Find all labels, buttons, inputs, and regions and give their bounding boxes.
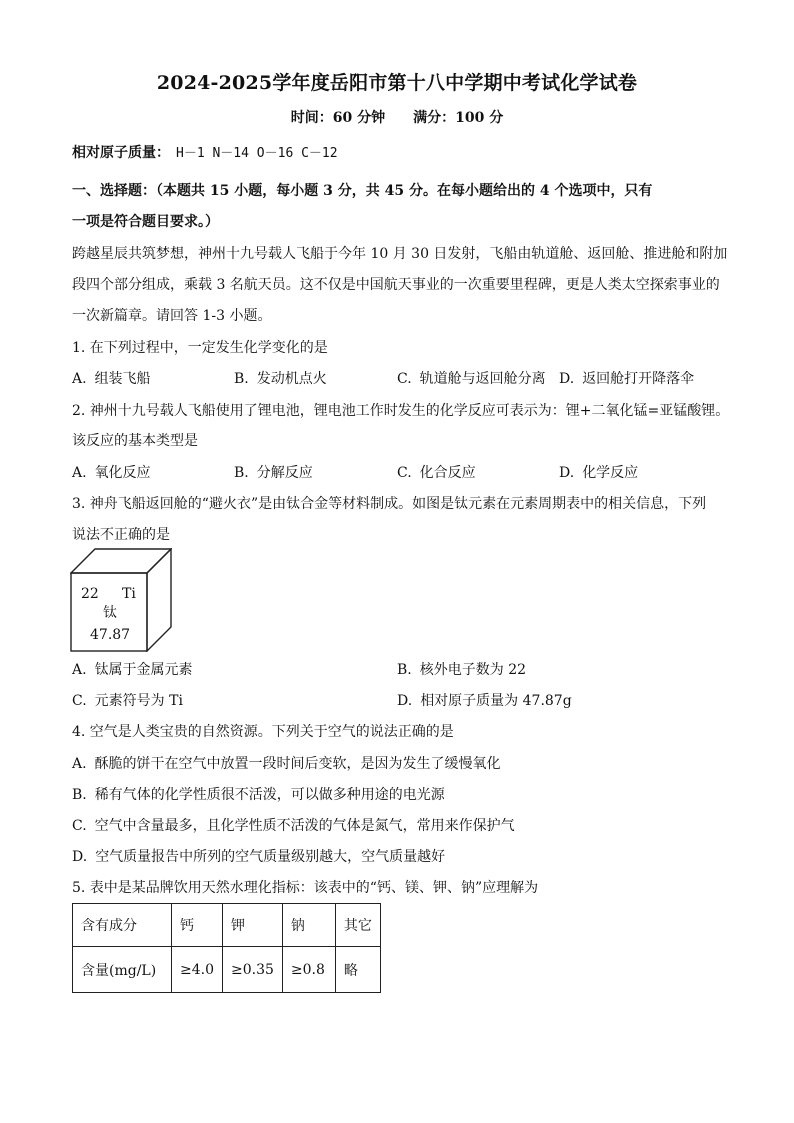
q1-option-c[interactable]: C. 轨道舱与返回舱分离 bbox=[397, 371, 546, 387]
table-header-cell: 钙 bbox=[172, 904, 223, 947]
titanium-element-card bbox=[70, 548, 172, 652]
q4-option-b[interactable]: B. 稀有气体的化学性质很不活泼，可以做多种用途的电光源 bbox=[72, 787, 445, 803]
table-header-cell: 其它 bbox=[335, 904, 380, 947]
table-cell: ≥0.35 bbox=[223, 947, 283, 993]
q3-option-d[interactable]: D. 相对原子质量为 47.87g bbox=[397, 693, 572, 709]
table-header-cell: 钠 bbox=[282, 904, 335, 947]
element-symbol: Ti bbox=[122, 586, 136, 602]
q1-option-d[interactable]: D. 返回舱打开降落伞 bbox=[559, 371, 695, 387]
q2-option-c[interactable]: C. 化合反应 bbox=[397, 465, 476, 481]
q3-stem-line-2: 说法不正确的是 bbox=[72, 527, 170, 543]
q1-stem: 1. 在下列过程中，一定发生化学变化的是 bbox=[72, 340, 328, 356]
table-row bbox=[73, 947, 381, 993]
q4-option-d[interactable]: D. 空气质量报告中所列的空气质量级别越大，空气质量越好 bbox=[72, 849, 446, 865]
q4-option-c[interactable]: C. 空气中含量最多，且化学性质不活泼的气体是氮气，常用来作保护气 bbox=[72, 818, 515, 834]
table-cell: ≥0.8 bbox=[282, 947, 335, 993]
water-quality-table bbox=[72, 903, 381, 993]
element-name: 钛 bbox=[103, 605, 117, 621]
exam-score: 满分：100 分 bbox=[413, 110, 504, 126]
atomic-mass-values: H－1 N－14 O－16 C－12 bbox=[176, 146, 338, 161]
q5-stem: 5. 表中是某品牌饮用天然水理化指标：该表中的“钙、镁、钾、钠”应理解为 bbox=[72, 880, 539, 896]
section-heading-line-1: 一、选择题：（本题共 15 小题，每小题 3 分，共 45 分。在每小题给出的 4 个选项中，只有 bbox=[72, 183, 653, 199]
q3-option-a[interactable]: A. 钛属于金属元素 bbox=[72, 662, 193, 678]
q3-option-b[interactable]: B. 核外电子数为 22 bbox=[397, 662, 527, 678]
q4-stem: 4. 空气是人类宝贵的自然资源。下列关于空气的说法正确的是 bbox=[72, 724, 454, 740]
q2-stem-line-1: 2. 神州十九号载人飞船使用了锂电池，锂电池工作时发生的化学反应可表示为：锂+二氧化锰=亚锰酸锂。 bbox=[72, 403, 730, 419]
q1-option-a[interactable]: A. 组装飞船 bbox=[72, 371, 151, 387]
exam-title: 2024-2025学年度岳阳市第十八中学期中考试化学试卷 bbox=[156, 72, 638, 94]
q2-option-b[interactable]: B. 分解反应 bbox=[234, 465, 313, 481]
table-cell: 含量(mg/L) bbox=[73, 947, 172, 993]
exam-subtitle bbox=[0, 107, 794, 127]
q3-stem-line-1: 3. 神舟飞船返回舱的“避火衣”是由钛合金等材料制成。如图是钛元素在元素周期表中的相关信息，下列 bbox=[72, 496, 707, 512]
section-heading-line-2: 一项是符合题目要求。） bbox=[72, 214, 219, 230]
atomic-number: 22 bbox=[81, 586, 99, 602]
table-header-cell: 钾 bbox=[223, 904, 283, 947]
table-header-cell: 含有成分 bbox=[73, 904, 172, 947]
q4-option-a[interactable]: A. 酥脆的饼干在空气中放置一段时间后变软，是因为发生了缓慢氧化 bbox=[72, 756, 501, 772]
table-cell: ≥4.0 bbox=[172, 947, 223, 993]
q2-option-a[interactable]: A. 氧化反应 bbox=[72, 465, 151, 481]
intro-line-2: 段四个部分组成，乘载 3 名航天员。这不仅是中国航天事业的一次重要里程碑，更是人类太空探索事业的 bbox=[72, 277, 720, 293]
q3-option-c[interactable]: C. 元素符号为 Ti bbox=[72, 693, 183, 709]
q1-option-b[interactable]: B. 发动机点火 bbox=[234, 371, 327, 387]
table-cell: 略 bbox=[335, 947, 380, 993]
table-header-row bbox=[73, 904, 381, 947]
intro-line-1: 跨越星辰共筑梦想，神州十九号载人飞船于今年 10 月 30 日发射，飞船由轨道舱、返回舱、推进舱和附加 bbox=[72, 246, 728, 262]
q2-option-d[interactable]: D. 化学反应 bbox=[559, 465, 639, 481]
atomic-mass-line bbox=[72, 143, 722, 164]
exam-time: 时间：60 分钟 bbox=[290, 110, 386, 126]
element-mass: 47.87 bbox=[90, 627, 131, 643]
q2-stem-line-2: 该反应的基本类型是 bbox=[72, 433, 198, 449]
atomic-mass-label: 相对原子质量： bbox=[72, 145, 170, 161]
intro-line-3: 一次新篇章。请回答 1-3 小题。 bbox=[72, 308, 272, 324]
